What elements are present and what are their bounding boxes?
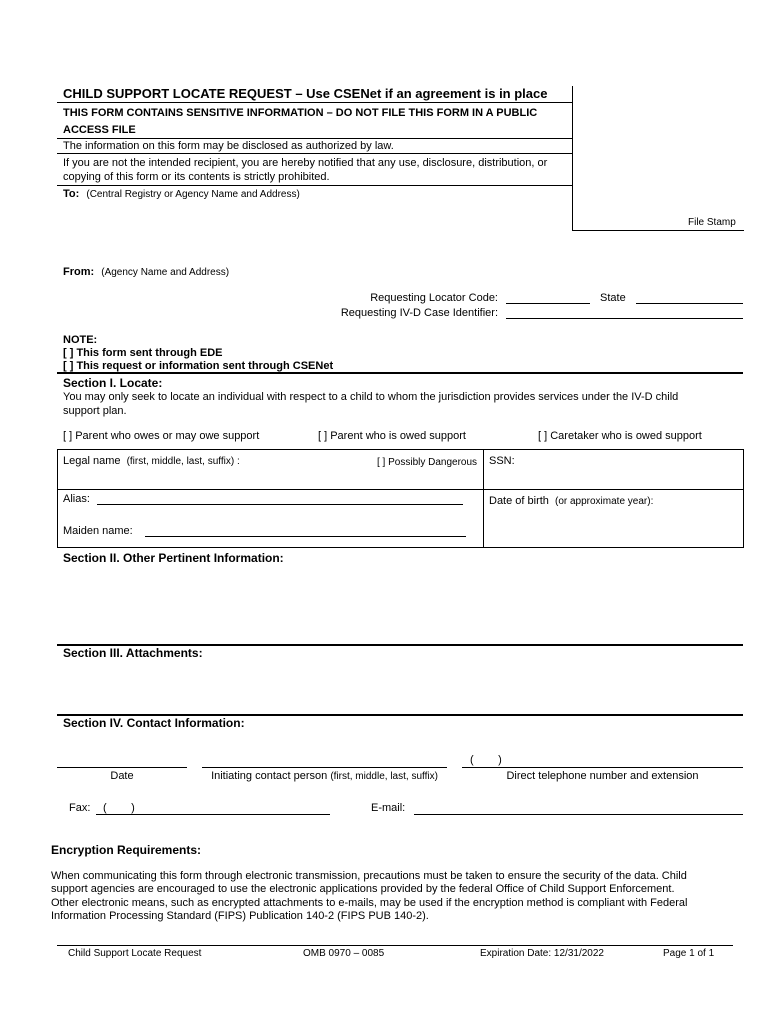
divider (57, 153, 573, 154)
locator-code-input[interactable] (506, 303, 590, 304)
file-stamp-box-left (572, 86, 573, 230)
footer-expiration: Expiration Date: 12/31/2022 (480, 948, 604, 959)
footer-page: Page 1 of 1 (663, 948, 715, 959)
encryption-text-3: Other electronic means, such as encrypted attachments to e-mails, may be used if the encryption method is compliant with Federal (51, 897, 688, 909)
to-label: To: (63, 188, 80, 200)
email-label: E-mail: (371, 802, 406, 814)
divider (57, 185, 573, 186)
ede-checkbox[interactable]: [ ] This form sent through EDE (63, 347, 223, 359)
encryption-text-2: support agencies are encouraged to use the electronic applications provided by the federal Office of Child Support Enforcement. (51, 883, 675, 895)
encryption-text-4: Information Processing Standard (FIPS) Publication 140-2 (FIPS PUB 140-2). (51, 910, 429, 922)
csenet-checkbox[interactable]: [ ] This request or information sent through CSENet (63, 360, 334, 372)
contact-person-hint: (first, middle, last, suffix) (330, 771, 438, 782)
option-parent-owed[interactable]: [ ] Parent who is owed support (318, 430, 466, 442)
option-caretaker[interactable]: [ ] Caretaker who is owed support (538, 430, 702, 442)
notice-text-1: If you are not the intended recipient, you are hereby notified that any use, disclosure, distribution, or (63, 157, 548, 169)
contact-person-label: Initiating contact person (211, 770, 328, 782)
disclosure-text: The information on this form may be disclosed as authorized by law. (63, 140, 394, 152)
phone-label: Direct telephone number and extension (506, 770, 699, 782)
section1-desc-1: You may only seek to locate an individual with respect to a child to whom the jurisdiction provides services under the IV-D child (63, 391, 679, 403)
other-info-area[interactable] (63, 568, 743, 642)
maiden-name-input[interactable] (145, 536, 466, 537)
fax-input[interactable] (96, 814, 330, 815)
encryption-text-1: When communicating this form through electronic transmission, precautions must be taken to ensure the security of the data. Child (51, 870, 687, 882)
email-input[interactable] (414, 814, 743, 815)
date-input[interactable] (57, 767, 187, 768)
dob-label: Date of birth (489, 495, 549, 507)
section1-desc-2: support plan. (63, 405, 127, 417)
case-id-input[interactable] (506, 318, 743, 319)
legal-name-field[interactable] (63, 455, 240, 467)
footer-omb: OMB 0970 – 0085 (303, 948, 385, 959)
divider (57, 102, 573, 103)
form-title: CHILD SUPPORT LOCATE REQUEST – Use CSENet if an agreement is in place (63, 86, 548, 101)
note-title: NOTE: (63, 334, 98, 346)
phone-input[interactable] (462, 767, 743, 768)
contact-person-input[interactable] (202, 767, 447, 768)
from-label: From: (63, 266, 95, 278)
alias-label: Alias: (63, 493, 90, 505)
maiden-name-label: Maiden name: (63, 525, 133, 537)
phone-area-code[interactable]: ( ) (470, 754, 502, 766)
possibly-dangerous-checkbox[interactable]: [ ] Possibly Dangerous (377, 457, 478, 468)
alias-input[interactable] (97, 504, 463, 505)
sensitive-warning: THIS FORM CONTAINS SENSITIVE INFORMATION – DO NOT FILE THIS FORM IN A PUBLIC (63, 107, 538, 119)
footer-form-name: Child Support Locate Request (68, 948, 202, 959)
locator-code-label: Requesting Locator Code: (370, 292, 498, 304)
sensitive-warning-2: ACCESS FILE (63, 124, 136, 136)
section-divider (57, 372, 743, 374)
section4-title: Section IV. Contact Information: (63, 716, 245, 730)
case-id-label: Requesting IV-D Case Identifier: (340, 307, 498, 319)
legal-name-hint: (first, middle, last, suffix) : (126, 456, 240, 467)
section2-title: Section II. Other Pertinent Information: (63, 551, 284, 565)
legal-name-label: Legal name (63, 455, 121, 467)
section3-title: Section III. Attachments: (63, 646, 203, 660)
fax-area-code: ( ) (103, 802, 135, 814)
from-field[interactable] (63, 266, 229, 278)
to-hint: (Central Registry or Agency Name and Address) (86, 189, 300, 200)
table-row-divider (57, 489, 744, 490)
date-label: Date (110, 770, 134, 782)
to-field[interactable] (63, 188, 300, 200)
encryption-title: Encryption Requirements: (51, 843, 202, 857)
dob-hint: (or approximate year): (554, 496, 654, 507)
attachments-area[interactable] (63, 664, 743, 712)
fax-label: Fax: (69, 802, 91, 814)
dob-field[interactable] (489, 495, 653, 507)
contact-person-field-label (202, 770, 447, 782)
section1-title: Section I. Locate: (63, 376, 163, 390)
state-label: State (600, 292, 626, 304)
option-parent-owes[interactable]: [ ] Parent who owes or may owe support (63, 430, 260, 442)
notice-text-2: copying of this form or its contents is strictly prohibited. (63, 171, 330, 183)
file-stamp-box-bottom (572, 230, 744, 231)
file-stamp-label: File Stamp (688, 217, 736, 228)
state-input[interactable] (636, 303, 743, 304)
footer-divider (57, 945, 733, 946)
ssn-label: SSN: (489, 455, 515, 467)
from-hint: (Agency Name and Address) (101, 267, 230, 278)
divider (57, 138, 573, 139)
table-col-divider (483, 449, 484, 548)
